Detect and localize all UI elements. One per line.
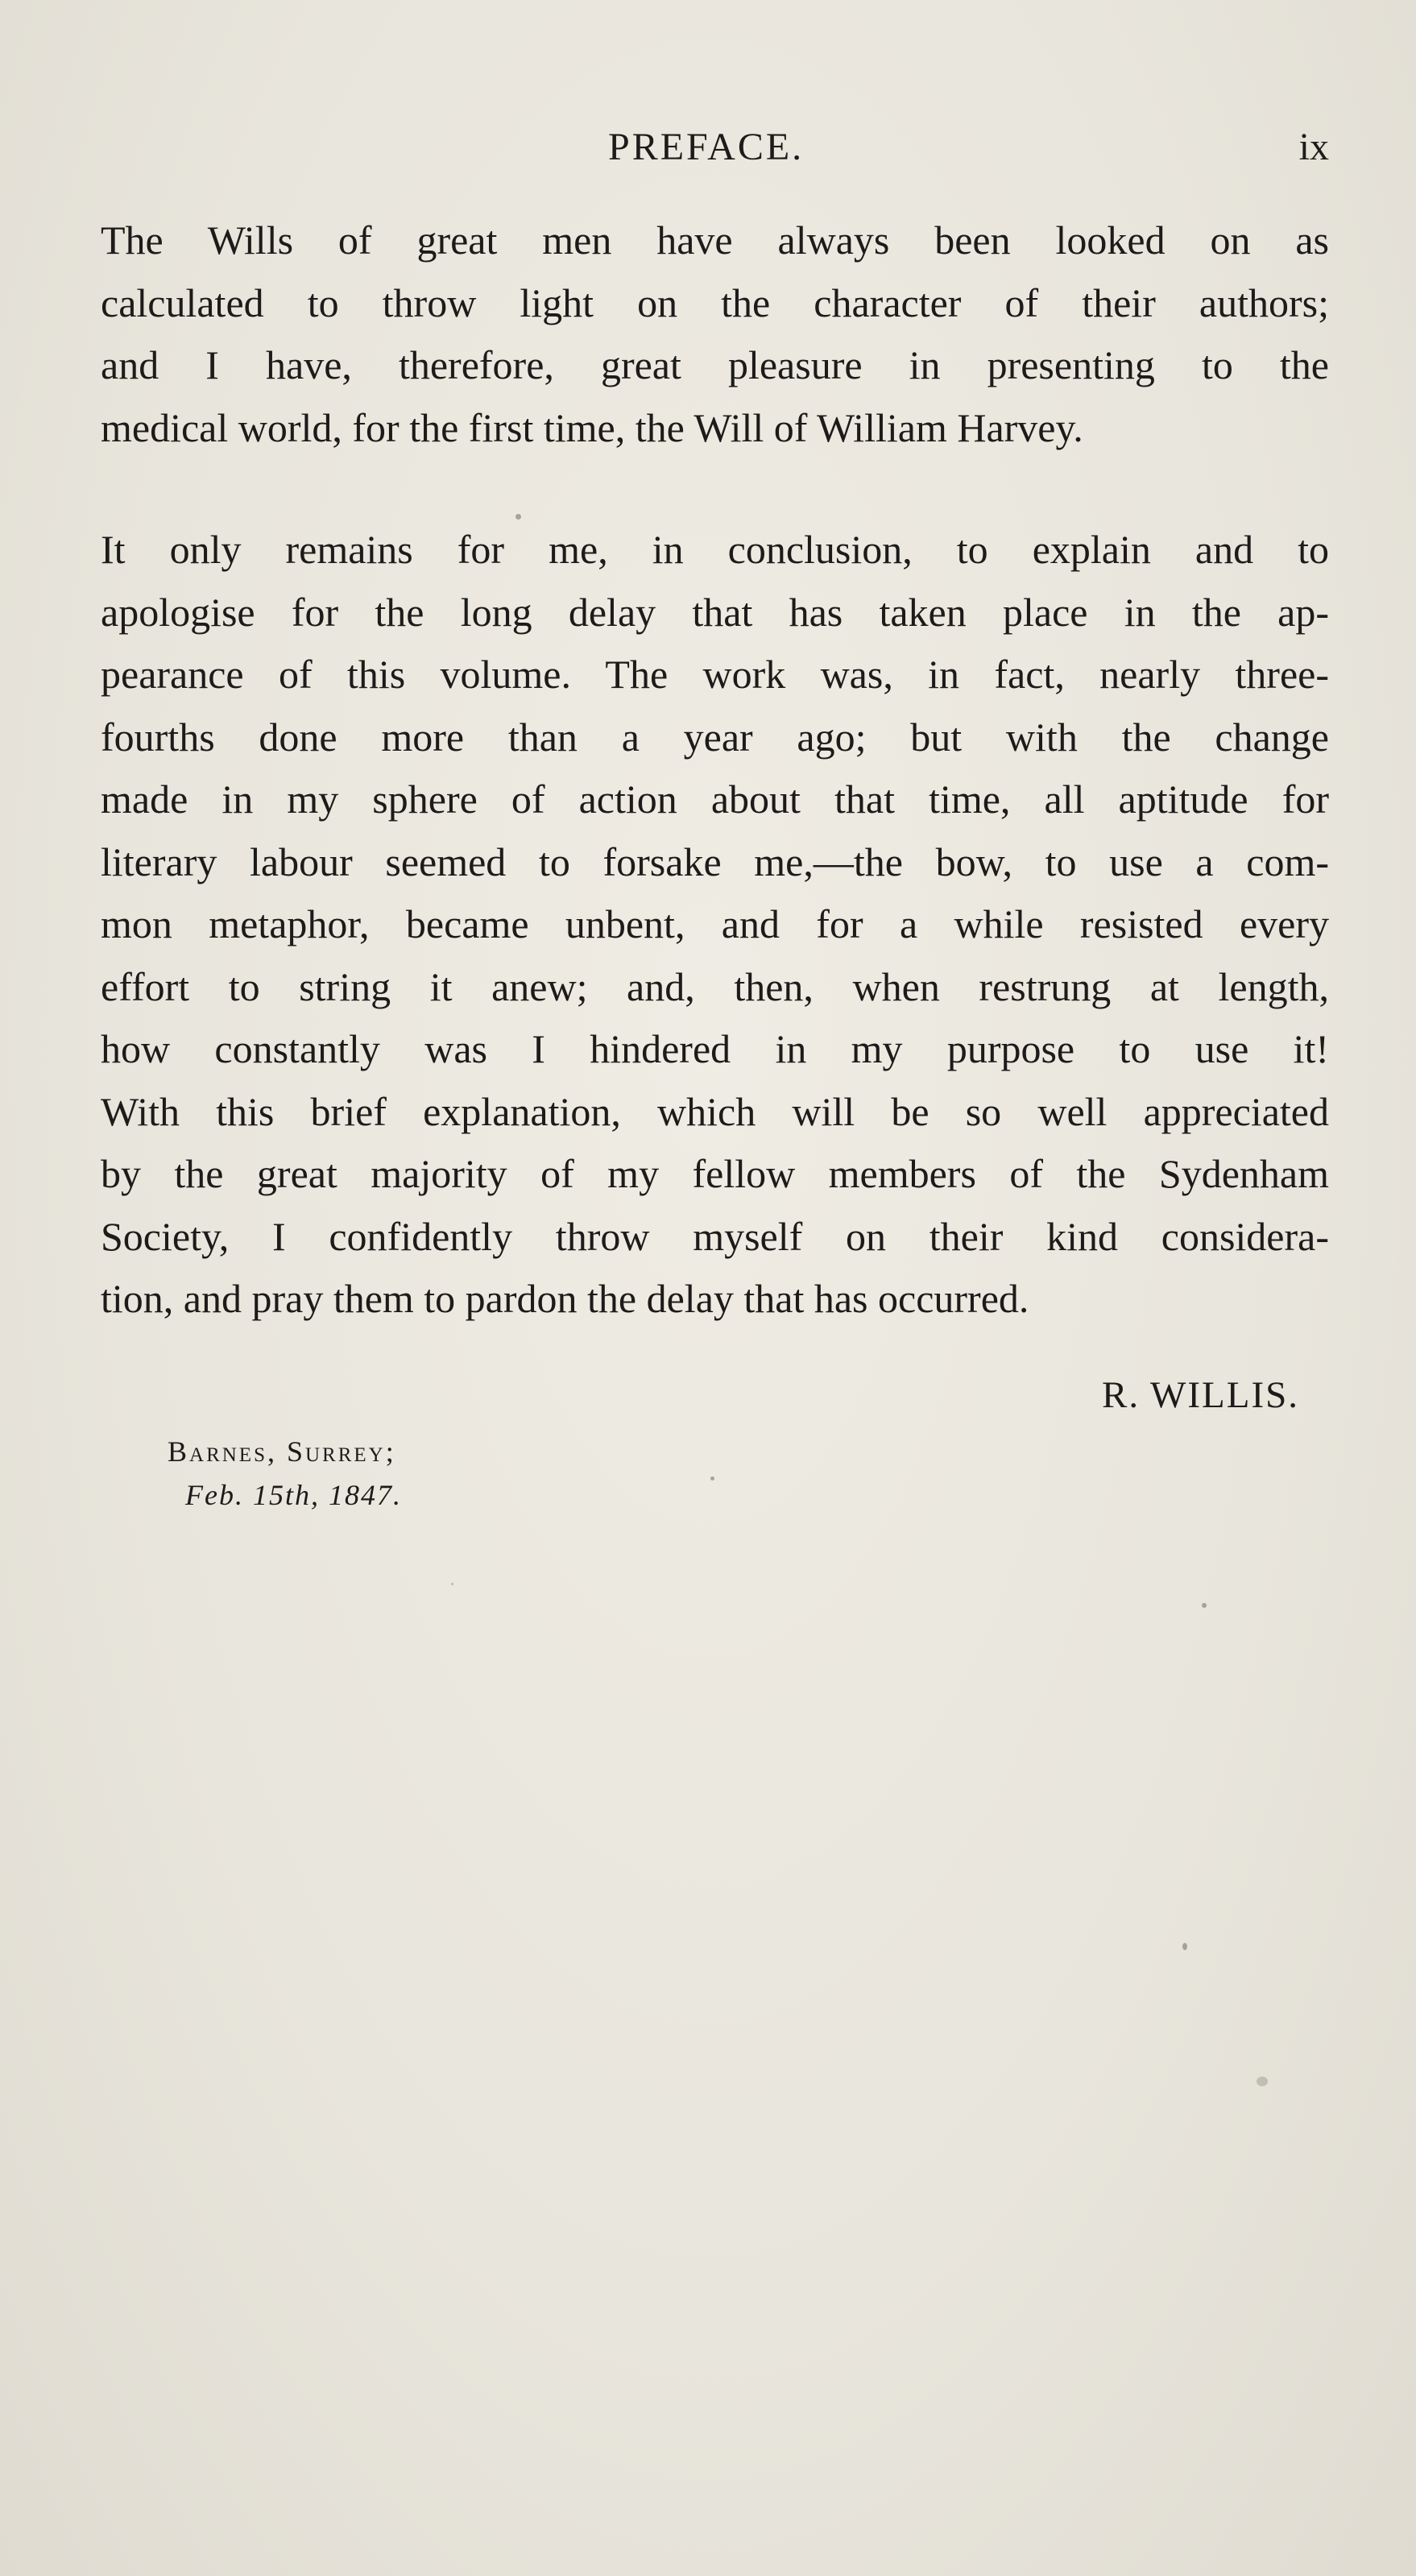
text-line: literary labour seemed to forsake me,—the bow, to use a com- — [101, 839, 1329, 884]
text-line: apologise for the long delay that has taken place in the ap- — [101, 589, 1329, 635]
text-line: fourths done more than a year ago; but with the change — [101, 714, 1329, 760]
paper-speck — [451, 1583, 453, 1585]
place-line: Barnes, Surrey; — [168, 1435, 396, 1468]
paragraph-wills — [101, 209, 1329, 459]
paper-speck — [1257, 2077, 1268, 2086]
paper-speck — [1202, 1603, 1207, 1608]
running-head — [0, 125, 1416, 181]
page-title: PREFACE. — [608, 126, 805, 168]
date-line: Feb. 15th, 1847. — [185, 1479, 402, 1511]
author-signature: R. WILLIS. — [1102, 1374, 1299, 1416]
text-line: medical world, for the first time, the Will of William Harvey. — [101, 404, 1083, 450]
text-line: mon metaphor, became unbent, and for a while resisted every — [101, 901, 1329, 946]
text-line: how constantly was I hindered in my purpose to use it! — [101, 1026, 1329, 1071]
paper-speck — [515, 514, 521, 520]
text-line: The Wills of great men have always been looked on as — [101, 217, 1329, 263]
text-line: Society, I confidently throw myself on their kind considera- — [101, 1213, 1329, 1259]
paragraph-apology — [101, 519, 1329, 1331]
text-line: It only remains for me, in conclusion, to explain and to — [101, 527, 1329, 572]
text-line: made in my sphere of action about that time, all aptitude for — [101, 777, 1329, 822]
paper-speck — [1182, 1943, 1187, 1950]
text-line: With this brief explanation, which will be so well appreciated — [101, 1088, 1329, 1134]
text-line: calculated to throw light on the character of their authors; — [101, 280, 1329, 325]
paper-speck — [710, 1476, 714, 1481]
text-line: effort to string it anew; and, then, when restrung at length, — [101, 963, 1329, 1009]
text-line: by the great majority of my fellow members of the Sydenham — [101, 1151, 1329, 1196]
text-line: pearance of this volume. The work was, in fact, nearly three- — [101, 652, 1329, 697]
place-date-block — [168, 1430, 402, 1517]
text-line: tion, and pray them to pardon the delay that has occurred. — [101, 1276, 1029, 1321]
text-line: and I have, therefore, great pleasure in presenting to the — [101, 342, 1329, 387]
page-number: ix — [1298, 126, 1329, 168]
